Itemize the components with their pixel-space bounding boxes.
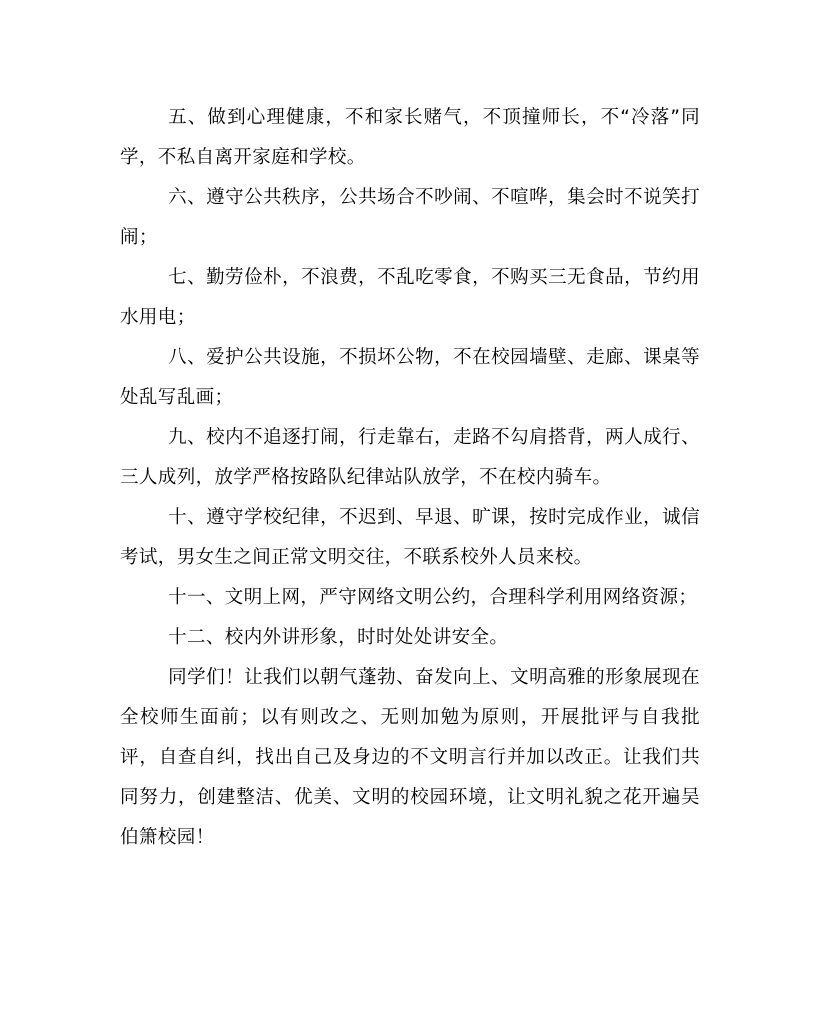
paragraph-rule-9: 九、校内不追逐打闹，行走靠右，走路不勾肩搭背，两人成行、三人成列，放学严格按路队纪律站队放学，不在校内骑车。 (120, 427, 700, 488)
paragraph-rule-10: 十、遵守学校纪律，不迟到、早退、旷课，按时完成作业，诚信考试，男女生之间正常文明交往，不联系校外人员来校。 (120, 507, 700, 568)
paragraph-closing: 同学们！让我们以朝气蓬勃、奋发向上、文明高雅的形象展现在全校师生面前；以有则改之、无则加勉为原则，开展批评与自我批评，自查自纠，找出自己及身边的不文明言行并加以改正。让我们共同努力，创建整洁、优美、文明的校园环境，让文明礼貌之花开遍吴伯箫校园！ (120, 667, 700, 848)
paragraph-rule-7: 七、勤劳俭朴，不浪费，不乱吃零食，不购买三无食品，节约用水用电； (120, 267, 700, 328)
paragraph-rule-11: 十一、文明上网，严守网络文明公约，合理科学利用网络资源； (168, 587, 698, 608)
paragraph-rule-12: 十二、校内外讲形象，时时处处讲安全。 (168, 627, 509, 648)
document-body (120, 98, 700, 858)
paragraph-rule-8: 八、爱护公共设施，不损坏公物，不在校园墙壁、走廊、课桌等处乱写乱画； (120, 347, 700, 408)
paragraph-rule-6: 六、遵守公共秩序，公共场合不吵闹、不喧哗，集会时不说笑打闹； (120, 187, 700, 248)
paragraph-rule-5: 五、做到心理健康，不和家长赌气，不顶撞师长，不“冷落”同学，不私自离开家庭和学校。 (120, 107, 700, 168)
